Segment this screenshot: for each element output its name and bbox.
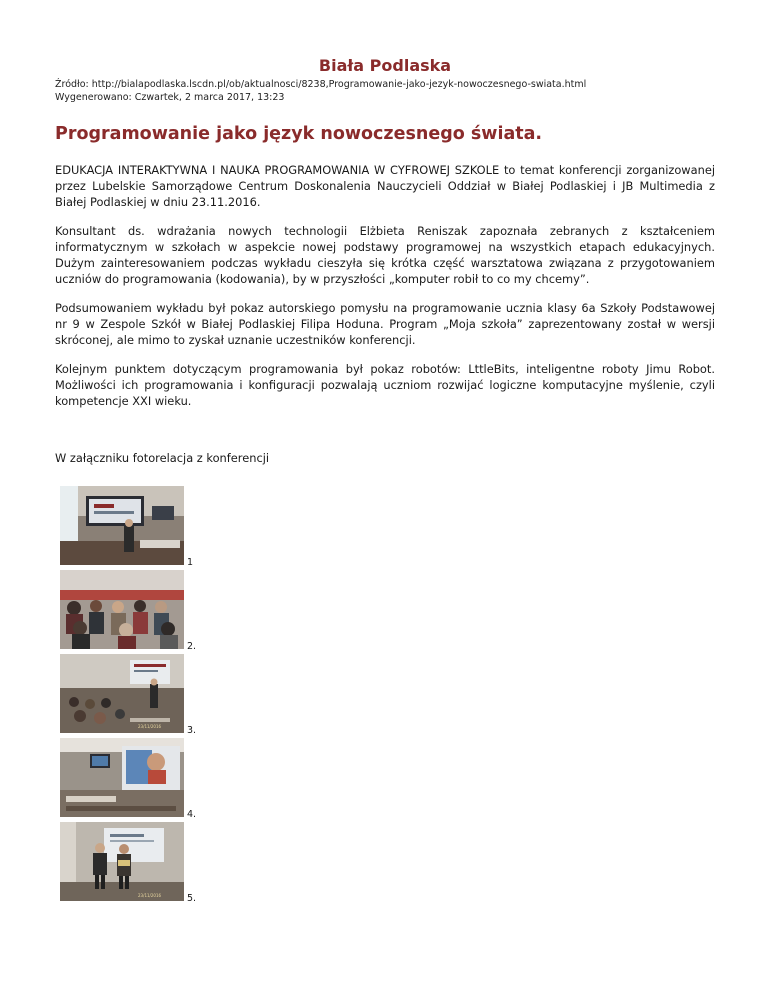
conference-photo[interactable] (60, 822, 184, 901)
gallery-item (55, 486, 715, 568)
gallery-item (55, 822, 715, 904)
article-title: Programowanie jako język nowoczesnego świata. (55, 124, 543, 144)
attachment-note: W załączniku fotorelacja z konferencji (55, 451, 270, 465)
article-paragraph: Podsumowaniem wykładu był pokaz autorskiego pomysłu na programowanie ucznia klasy 6a Szkoły Podstawowej nr 9 w Zespole Szkół w Białej Podlaskiej Filipa Hoduna. Program „Moja szkoła” zaprezentowany został w wersji skróconej, ale mimo to zyskał uznanie uczestników konferencji. (55, 301, 715, 347)
svg-text:23/11/2016: 23/11/2016 (138, 724, 162, 729)
photo-caption: 5. (187, 893, 197, 904)
photo-caption: 1 (187, 557, 194, 568)
article-paragraph: Konsultant ds. wdrażania nowych technologii Elżbieta Reniszak zapoznała zebranych z kształceniem informatycznym w szkołach w aspekcie nowej podstawy programowej na wszystkich etapach edukacyjnych. Dużym zainteresowaniem podczas wykładu cieszyła się krótka część warsztatowa związana z przygotowaniem uczniów do programowania (kodowania), by w przyszłości „komputer robił to co my chcemy”. (55, 224, 715, 286)
article-paragraph: Kolejnym punktem dotyczącym programowania był pokaz robotów: LttleBits, inteligentne roboty Jimu Robot. Możliwości ich programowania i konfiguracji pozwalają uczniom rozwijać logiczne komputacyjne myślenie, czyli kompetencje XXI wieku. (55, 362, 715, 408)
conference-photo[interactable] (60, 738, 184, 817)
gallery-item (55, 654, 715, 736)
photo-caption: 3. (187, 725, 197, 736)
gallery-item (55, 570, 715, 652)
site-title: Biała Podlaska (318, 56, 452, 75)
photo-caption: 2. (187, 641, 197, 652)
photo-caption: 4. (187, 809, 197, 820)
conference-photo[interactable] (60, 570, 184, 649)
photo-gallery (55, 486, 715, 904)
conference-photo[interactable] (60, 654, 184, 733)
gallery-item (55, 738, 715, 820)
document-page (55, 0, 715, 906)
conference-photo[interactable] (60, 486, 184, 565)
svg-text:23/11/2016: 23/11/2016 (138, 893, 162, 898)
source-info (55, 78, 715, 104)
source-url: Źródło: http://bialapodlaska.lscdn.pl/ob/aktualnosci/8238,Programowanie-jako-jezyk-nowoczesnego-swiata.html (55, 79, 587, 90)
generated-date: Wygenerowano: Czwartek, 2 marca 2017, 13:23 (55, 92, 285, 103)
article-paragraph: EDUKACJA INTERAKTYWNA I NAUKA PROGRAMOWANIA W CYFROWEJ SZKOLE to temat konferencji zorganizowanej przez Lubelskie Samorządowe Centrum Doskonalenia Nauczycieli Oddział w Białej Podlaskiej i JB Multimedia z Białej Podlaskiej w dniu 23.11.2016. (55, 163, 715, 209)
